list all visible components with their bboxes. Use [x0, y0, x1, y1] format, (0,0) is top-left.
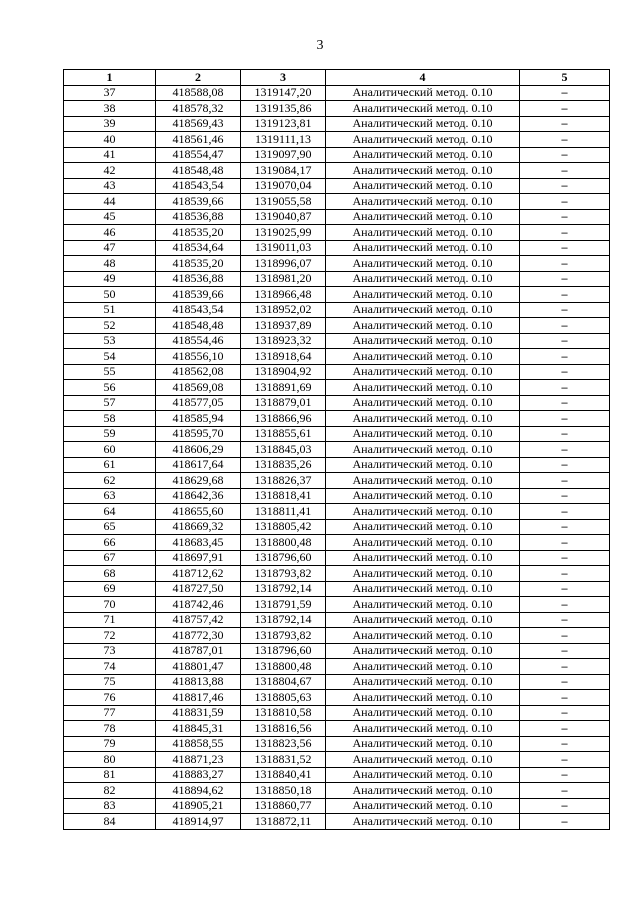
note-cell: – — [520, 674, 610, 690]
point-number-cell: 82 — [64, 783, 156, 799]
y-coordinate-cell: 1318818,41 — [241, 488, 326, 504]
y-coordinate-cell: 1318793,82 — [241, 566, 326, 582]
x-coordinate-cell: 418588,08 — [156, 85, 241, 101]
table-row — [64, 442, 610, 458]
y-coordinate-cell: 1319084,17 — [241, 163, 326, 179]
table-row — [64, 736, 610, 752]
method-cell: Аналитический метод. 0.10 — [326, 256, 520, 272]
table-row — [64, 519, 610, 535]
y-coordinate-cell: 1318996,07 — [241, 256, 326, 272]
y-coordinate-cell: 1319135,86 — [241, 101, 326, 117]
table-row — [64, 504, 610, 520]
x-coordinate-cell: 418561,46 — [156, 132, 241, 148]
table-row — [64, 643, 610, 659]
point-number-cell: 54 — [64, 349, 156, 365]
note-cell: – — [520, 364, 610, 380]
point-number-cell: 52 — [64, 318, 156, 334]
point-number-cell: 84 — [64, 814, 156, 830]
point-number-cell: 66 — [64, 535, 156, 551]
y-coordinate-cell: 1318981,20 — [241, 271, 326, 287]
note-cell: – — [520, 380, 610, 396]
x-coordinate-cell: 418858,55 — [156, 736, 241, 752]
point-number-cell: 80 — [64, 752, 156, 768]
table-row — [64, 101, 610, 117]
x-coordinate-cell: 418642,36 — [156, 488, 241, 504]
x-coordinate-cell: 418554,47 — [156, 147, 241, 163]
method-cell: Аналитический метод. 0.10 — [326, 690, 520, 706]
x-coordinate-cell: 418548,48 — [156, 163, 241, 179]
note-cell: – — [520, 473, 610, 489]
note-cell: – — [520, 597, 610, 613]
method-cell: Аналитический метод. 0.10 — [326, 209, 520, 225]
y-coordinate-cell: 1318816,56 — [241, 721, 326, 737]
x-coordinate-cell: 418562,08 — [156, 364, 241, 380]
point-number-cell: 77 — [64, 705, 156, 721]
table-row — [64, 612, 610, 628]
y-coordinate-cell: 1319011,03 — [241, 240, 326, 256]
note-cell: – — [520, 116, 610, 132]
note-cell: – — [520, 814, 610, 830]
page-number: 3 — [316, 38, 324, 53]
method-cell: Аналитический метод. 0.10 — [326, 85, 520, 101]
y-coordinate-cell: 1318793,82 — [241, 628, 326, 644]
x-coordinate-cell: 418556,10 — [156, 349, 241, 365]
y-coordinate-cell: 1318855,61 — [241, 426, 326, 442]
table-row — [64, 364, 610, 380]
note-cell: – — [520, 256, 610, 272]
method-cell: Аналитический метод. 0.10 — [326, 380, 520, 396]
note-cell: – — [520, 163, 610, 179]
table-row — [64, 690, 610, 706]
point-number-cell: 49 — [64, 271, 156, 287]
note-cell: – — [520, 333, 610, 349]
point-number-cell: 46 — [64, 225, 156, 241]
method-cell: Аналитический метод. 0.10 — [326, 395, 520, 411]
y-coordinate-cell: 1318796,60 — [241, 550, 326, 566]
y-coordinate-cell: 1318800,48 — [241, 535, 326, 551]
point-number-cell: 45 — [64, 209, 156, 225]
table-row — [64, 256, 610, 272]
x-coordinate-cell: 418548,48 — [156, 318, 241, 334]
note-cell: – — [520, 659, 610, 675]
table-row — [64, 783, 610, 799]
y-coordinate-cell: 1318810,58 — [241, 705, 326, 721]
y-coordinate-cell: 1319070,04 — [241, 178, 326, 194]
x-coordinate-cell: 418742,46 — [156, 597, 241, 613]
method-cell: Аналитический метод. 0.10 — [326, 519, 520, 535]
x-coordinate-cell: 418712,62 — [156, 566, 241, 582]
point-number-cell: 68 — [64, 566, 156, 582]
x-coordinate-cell: 418606,29 — [156, 442, 241, 458]
table-row — [64, 147, 610, 163]
note-cell: – — [520, 566, 610, 582]
header-row — [64, 70, 610, 86]
table-row — [64, 473, 610, 489]
x-coordinate-cell: 418534,64 — [156, 240, 241, 256]
point-number-cell: 75 — [64, 674, 156, 690]
y-coordinate-cell: 1318796,60 — [241, 643, 326, 659]
point-number-cell: 43 — [64, 178, 156, 194]
table-row — [64, 550, 610, 566]
y-coordinate-cell: 1318918,64 — [241, 349, 326, 365]
table-row — [64, 705, 610, 721]
note-cell: – — [520, 101, 610, 117]
point-number-cell: 53 — [64, 333, 156, 349]
x-coordinate-cell: 418813,88 — [156, 674, 241, 690]
note-cell: – — [520, 194, 610, 210]
method-cell: Аналитический метод. 0.10 — [326, 488, 520, 504]
method-cell: Аналитический метод. 0.10 — [326, 147, 520, 163]
method-cell: Аналитический метод. 0.10 — [326, 752, 520, 768]
x-coordinate-cell: 418543,54 — [156, 178, 241, 194]
note-cell: – — [520, 783, 610, 799]
point-number-cell: 48 — [64, 256, 156, 272]
method-cell: Аналитический метод. 0.10 — [326, 302, 520, 318]
x-coordinate-cell: 418629,68 — [156, 473, 241, 489]
note-cell: – — [520, 550, 610, 566]
method-cell: Аналитический метод. 0.10 — [326, 333, 520, 349]
method-cell: Аналитический метод. 0.10 — [326, 457, 520, 473]
point-number-cell: 70 — [64, 597, 156, 613]
x-coordinate-cell: 418883,27 — [156, 767, 241, 783]
x-coordinate-cell: 418831,59 — [156, 705, 241, 721]
point-number-cell: 64 — [64, 504, 156, 520]
point-number-cell: 60 — [64, 442, 156, 458]
x-coordinate-cell: 418683,45 — [156, 535, 241, 551]
method-cell: Аналитический метод. 0.10 — [326, 581, 520, 597]
method-cell: Аналитический метод. 0.10 — [326, 364, 520, 380]
note-cell: – — [520, 767, 610, 783]
table-row — [64, 457, 610, 473]
table-row — [64, 395, 610, 411]
note-cell: – — [520, 628, 610, 644]
y-coordinate-cell: 1318823,56 — [241, 736, 326, 752]
note-cell: – — [520, 240, 610, 256]
method-cell: Аналитический метод. 0.10 — [326, 442, 520, 458]
y-coordinate-cell: 1318800,48 — [241, 659, 326, 675]
note-cell: – — [520, 271, 610, 287]
method-cell: Аналитический метод. 0.10 — [326, 426, 520, 442]
method-cell: Аналитический метод. 0.10 — [326, 178, 520, 194]
point-number-cell: 78 — [64, 721, 156, 737]
point-number-cell: 56 — [64, 380, 156, 396]
note-cell: – — [520, 178, 610, 194]
method-cell: Аналитический метод. 0.10 — [326, 628, 520, 644]
y-coordinate-cell: 1318811,41 — [241, 504, 326, 520]
table-row — [64, 178, 610, 194]
method-cell: Аналитический метод. 0.10 — [326, 194, 520, 210]
table-row — [64, 426, 610, 442]
method-cell: Аналитический метод. 0.10 — [326, 473, 520, 489]
table-header — [64, 70, 610, 86]
table-row — [64, 597, 610, 613]
table-row — [64, 209, 610, 225]
note-cell: – — [520, 442, 610, 458]
method-cell: Аналитический метод. 0.10 — [326, 814, 520, 830]
point-number-cell: 39 — [64, 116, 156, 132]
x-coordinate-cell: 418727,50 — [156, 581, 241, 597]
header-col-1: 1 — [64, 70, 156, 86]
method-cell: Аналитический метод. 0.10 — [326, 597, 520, 613]
point-number-cell: 62 — [64, 473, 156, 489]
point-number-cell: 37 — [64, 85, 156, 101]
note-cell: – — [520, 519, 610, 535]
table-row — [64, 287, 610, 303]
point-number-cell: 59 — [64, 426, 156, 442]
method-cell: Аналитический метод. 0.10 — [326, 643, 520, 659]
table-row — [64, 271, 610, 287]
x-coordinate-cell: 418871,23 — [156, 752, 241, 768]
point-number-cell: 65 — [64, 519, 156, 535]
method-cell: Аналитический метод. 0.10 — [326, 783, 520, 799]
method-cell: Аналитический метод. 0.10 — [326, 721, 520, 737]
y-coordinate-cell: 1318792,14 — [241, 581, 326, 597]
note-cell: – — [520, 690, 610, 706]
y-coordinate-cell: 1319040,87 — [241, 209, 326, 225]
point-number-cell: 58 — [64, 411, 156, 427]
table-row — [64, 194, 610, 210]
method-cell: Аналитический метод. 0.10 — [326, 225, 520, 241]
table-row — [64, 240, 610, 256]
note-cell: – — [520, 504, 610, 520]
table-row — [64, 163, 610, 179]
table-row — [64, 752, 610, 768]
header-col-4: 4 — [326, 70, 520, 86]
table-row — [64, 581, 610, 597]
table-row — [64, 767, 610, 783]
x-coordinate-cell: 418617,64 — [156, 457, 241, 473]
x-coordinate-cell: 418585,94 — [156, 411, 241, 427]
table-row — [64, 411, 610, 427]
table-row — [64, 674, 610, 690]
method-cell: Аналитический метод. 0.10 — [326, 271, 520, 287]
x-coordinate-cell: 418914,97 — [156, 814, 241, 830]
note-cell: – — [520, 612, 610, 628]
method-cell: Аналитический метод. 0.10 — [326, 240, 520, 256]
coordinates-table — [63, 69, 610, 830]
table-row — [64, 225, 610, 241]
note-cell: – — [520, 411, 610, 427]
y-coordinate-cell: 1318826,37 — [241, 473, 326, 489]
point-number-cell: 38 — [64, 101, 156, 117]
x-coordinate-cell: 418845,31 — [156, 721, 241, 737]
method-cell: Аналитический метод. 0.10 — [326, 163, 520, 179]
method-cell: Аналитический метод. 0.10 — [326, 767, 520, 783]
x-coordinate-cell: 418569,43 — [156, 116, 241, 132]
note-cell: – — [520, 395, 610, 411]
note-cell: – — [520, 287, 610, 303]
x-coordinate-cell: 418772,30 — [156, 628, 241, 644]
table-row — [64, 132, 610, 148]
point-number-cell: 55 — [64, 364, 156, 380]
note-cell: – — [520, 426, 610, 442]
point-number-cell: 76 — [64, 690, 156, 706]
point-number-cell: 63 — [64, 488, 156, 504]
x-coordinate-cell: 418578,32 — [156, 101, 241, 117]
note-cell: – — [520, 225, 610, 241]
y-coordinate-cell: 1318860,77 — [241, 798, 326, 814]
y-coordinate-cell: 1318952,02 — [241, 302, 326, 318]
method-cell: Аналитический метод. 0.10 — [326, 318, 520, 334]
x-coordinate-cell: 418757,42 — [156, 612, 241, 628]
note-cell: – — [520, 302, 610, 318]
y-coordinate-cell: 1318845,03 — [241, 442, 326, 458]
point-number-cell: 83 — [64, 798, 156, 814]
y-coordinate-cell: 1318904,92 — [241, 364, 326, 380]
table-row — [64, 721, 610, 737]
x-coordinate-cell: 418535,20 — [156, 256, 241, 272]
x-coordinate-cell: 418894,62 — [156, 783, 241, 799]
header-col-2: 2 — [156, 70, 241, 86]
x-coordinate-cell: 418655,60 — [156, 504, 241, 520]
table-row — [64, 116, 610, 132]
method-cell: Аналитический метод. 0.10 — [326, 349, 520, 365]
table-row — [64, 318, 610, 334]
point-number-cell: 69 — [64, 581, 156, 597]
y-coordinate-cell: 1318872,11 — [241, 814, 326, 830]
note-cell: – — [520, 721, 610, 737]
method-cell: Аналитический метод. 0.10 — [326, 612, 520, 628]
note-cell: – — [520, 535, 610, 551]
method-cell: Аналитический метод. 0.10 — [326, 411, 520, 427]
method-cell: Аналитический метод. 0.10 — [326, 101, 520, 117]
y-coordinate-cell: 1318891,69 — [241, 380, 326, 396]
y-coordinate-cell: 1318835,26 — [241, 457, 326, 473]
note-cell: – — [520, 736, 610, 752]
table-row — [64, 659, 610, 675]
table-row — [64, 814, 610, 830]
x-coordinate-cell: 418801,47 — [156, 659, 241, 675]
y-coordinate-cell: 1318966,48 — [241, 287, 326, 303]
point-number-cell: 81 — [64, 767, 156, 783]
y-coordinate-cell: 1319025,99 — [241, 225, 326, 241]
x-coordinate-cell: 418595,70 — [156, 426, 241, 442]
point-number-cell: 61 — [64, 457, 156, 473]
point-number-cell: 50 — [64, 287, 156, 303]
point-number-cell: 73 — [64, 643, 156, 659]
point-number-cell: 41 — [64, 147, 156, 163]
method-cell: Аналитический метод. 0.10 — [326, 798, 520, 814]
note-cell: – — [520, 85, 610, 101]
note-cell: – — [520, 488, 610, 504]
table-row — [64, 380, 610, 396]
y-coordinate-cell: 1319111,13 — [241, 132, 326, 148]
x-coordinate-cell: 418535,20 — [156, 225, 241, 241]
note-cell: – — [520, 349, 610, 365]
point-number-cell: 42 — [64, 163, 156, 179]
point-number-cell: 40 — [64, 132, 156, 148]
point-number-cell: 47 — [64, 240, 156, 256]
method-cell: Аналитический метод. 0.10 — [326, 674, 520, 690]
table-row — [64, 798, 610, 814]
note-cell: – — [520, 581, 610, 597]
point-number-cell: 71 — [64, 612, 156, 628]
y-coordinate-cell: 1319055,58 — [241, 194, 326, 210]
x-coordinate-cell: 418905,21 — [156, 798, 241, 814]
y-coordinate-cell: 1318791,59 — [241, 597, 326, 613]
table-body — [64, 85, 610, 829]
y-coordinate-cell: 1318805,63 — [241, 690, 326, 706]
table-row — [64, 85, 610, 101]
x-coordinate-cell: 418554,46 — [156, 333, 241, 349]
y-coordinate-cell: 1318840,41 — [241, 767, 326, 783]
table-row — [64, 535, 610, 551]
y-coordinate-cell: 1318804,67 — [241, 674, 326, 690]
method-cell: Аналитический метод. 0.10 — [326, 535, 520, 551]
table-row — [64, 302, 610, 318]
y-coordinate-cell: 1318850,18 — [241, 783, 326, 799]
y-coordinate-cell: 1319123,81 — [241, 116, 326, 132]
point-number-cell: 74 — [64, 659, 156, 675]
note-cell: – — [520, 705, 610, 721]
method-cell: Аналитический метод. 0.10 — [326, 736, 520, 752]
y-coordinate-cell: 1319097,90 — [241, 147, 326, 163]
x-coordinate-cell: 418536,88 — [156, 271, 241, 287]
table-row — [64, 349, 610, 365]
x-coordinate-cell: 418543,54 — [156, 302, 241, 318]
y-coordinate-cell: 1319147,20 — [241, 85, 326, 101]
x-coordinate-cell: 418536,88 — [156, 209, 241, 225]
point-number-cell: 44 — [64, 194, 156, 210]
note-cell: – — [520, 147, 610, 163]
x-coordinate-cell: 418697,91 — [156, 550, 241, 566]
method-cell: Аналитический метод. 0.10 — [326, 132, 520, 148]
x-coordinate-cell: 418817,46 — [156, 690, 241, 706]
x-coordinate-cell: 418787,01 — [156, 643, 241, 659]
header-col-5: 5 — [520, 70, 610, 86]
method-cell: Аналитический метод. 0.10 — [326, 116, 520, 132]
y-coordinate-cell: 1318805,42 — [241, 519, 326, 535]
note-cell: – — [520, 132, 610, 148]
x-coordinate-cell: 418539,66 — [156, 287, 241, 303]
point-number-cell: 67 — [64, 550, 156, 566]
x-coordinate-cell: 418669,32 — [156, 519, 241, 535]
header-col-3: 3 — [241, 70, 326, 86]
x-coordinate-cell: 418577,05 — [156, 395, 241, 411]
x-coordinate-cell: 418539,66 — [156, 194, 241, 210]
y-coordinate-cell: 1318879,01 — [241, 395, 326, 411]
note-cell: – — [520, 457, 610, 473]
y-coordinate-cell: 1318792,14 — [241, 612, 326, 628]
x-coordinate-cell: 418569,08 — [156, 380, 241, 396]
y-coordinate-cell: 1318831,52 — [241, 752, 326, 768]
method-cell: Аналитический метод. 0.10 — [326, 504, 520, 520]
point-number-cell: 72 — [64, 628, 156, 644]
method-cell: Аналитический метод. 0.10 — [326, 705, 520, 721]
method-cell: Аналитический метод. 0.10 — [326, 566, 520, 582]
y-coordinate-cell: 1318866,96 — [241, 411, 326, 427]
method-cell: Аналитический метод. 0.10 — [326, 550, 520, 566]
table-row — [64, 333, 610, 349]
note-cell: – — [520, 752, 610, 768]
y-coordinate-cell: 1318937,89 — [241, 318, 326, 334]
table-row — [64, 566, 610, 582]
point-number-cell: 51 — [64, 302, 156, 318]
method-cell: Аналитический метод. 0.10 — [326, 659, 520, 675]
point-number-cell: 79 — [64, 736, 156, 752]
note-cell: – — [520, 643, 610, 659]
point-number-cell: 57 — [64, 395, 156, 411]
note-cell: – — [520, 209, 610, 225]
table-row — [64, 628, 610, 644]
note-cell: – — [520, 318, 610, 334]
table-row — [64, 488, 610, 504]
y-coordinate-cell: 1318923,32 — [241, 333, 326, 349]
method-cell: Аналитический метод. 0.10 — [326, 287, 520, 303]
note-cell: – — [520, 798, 610, 814]
